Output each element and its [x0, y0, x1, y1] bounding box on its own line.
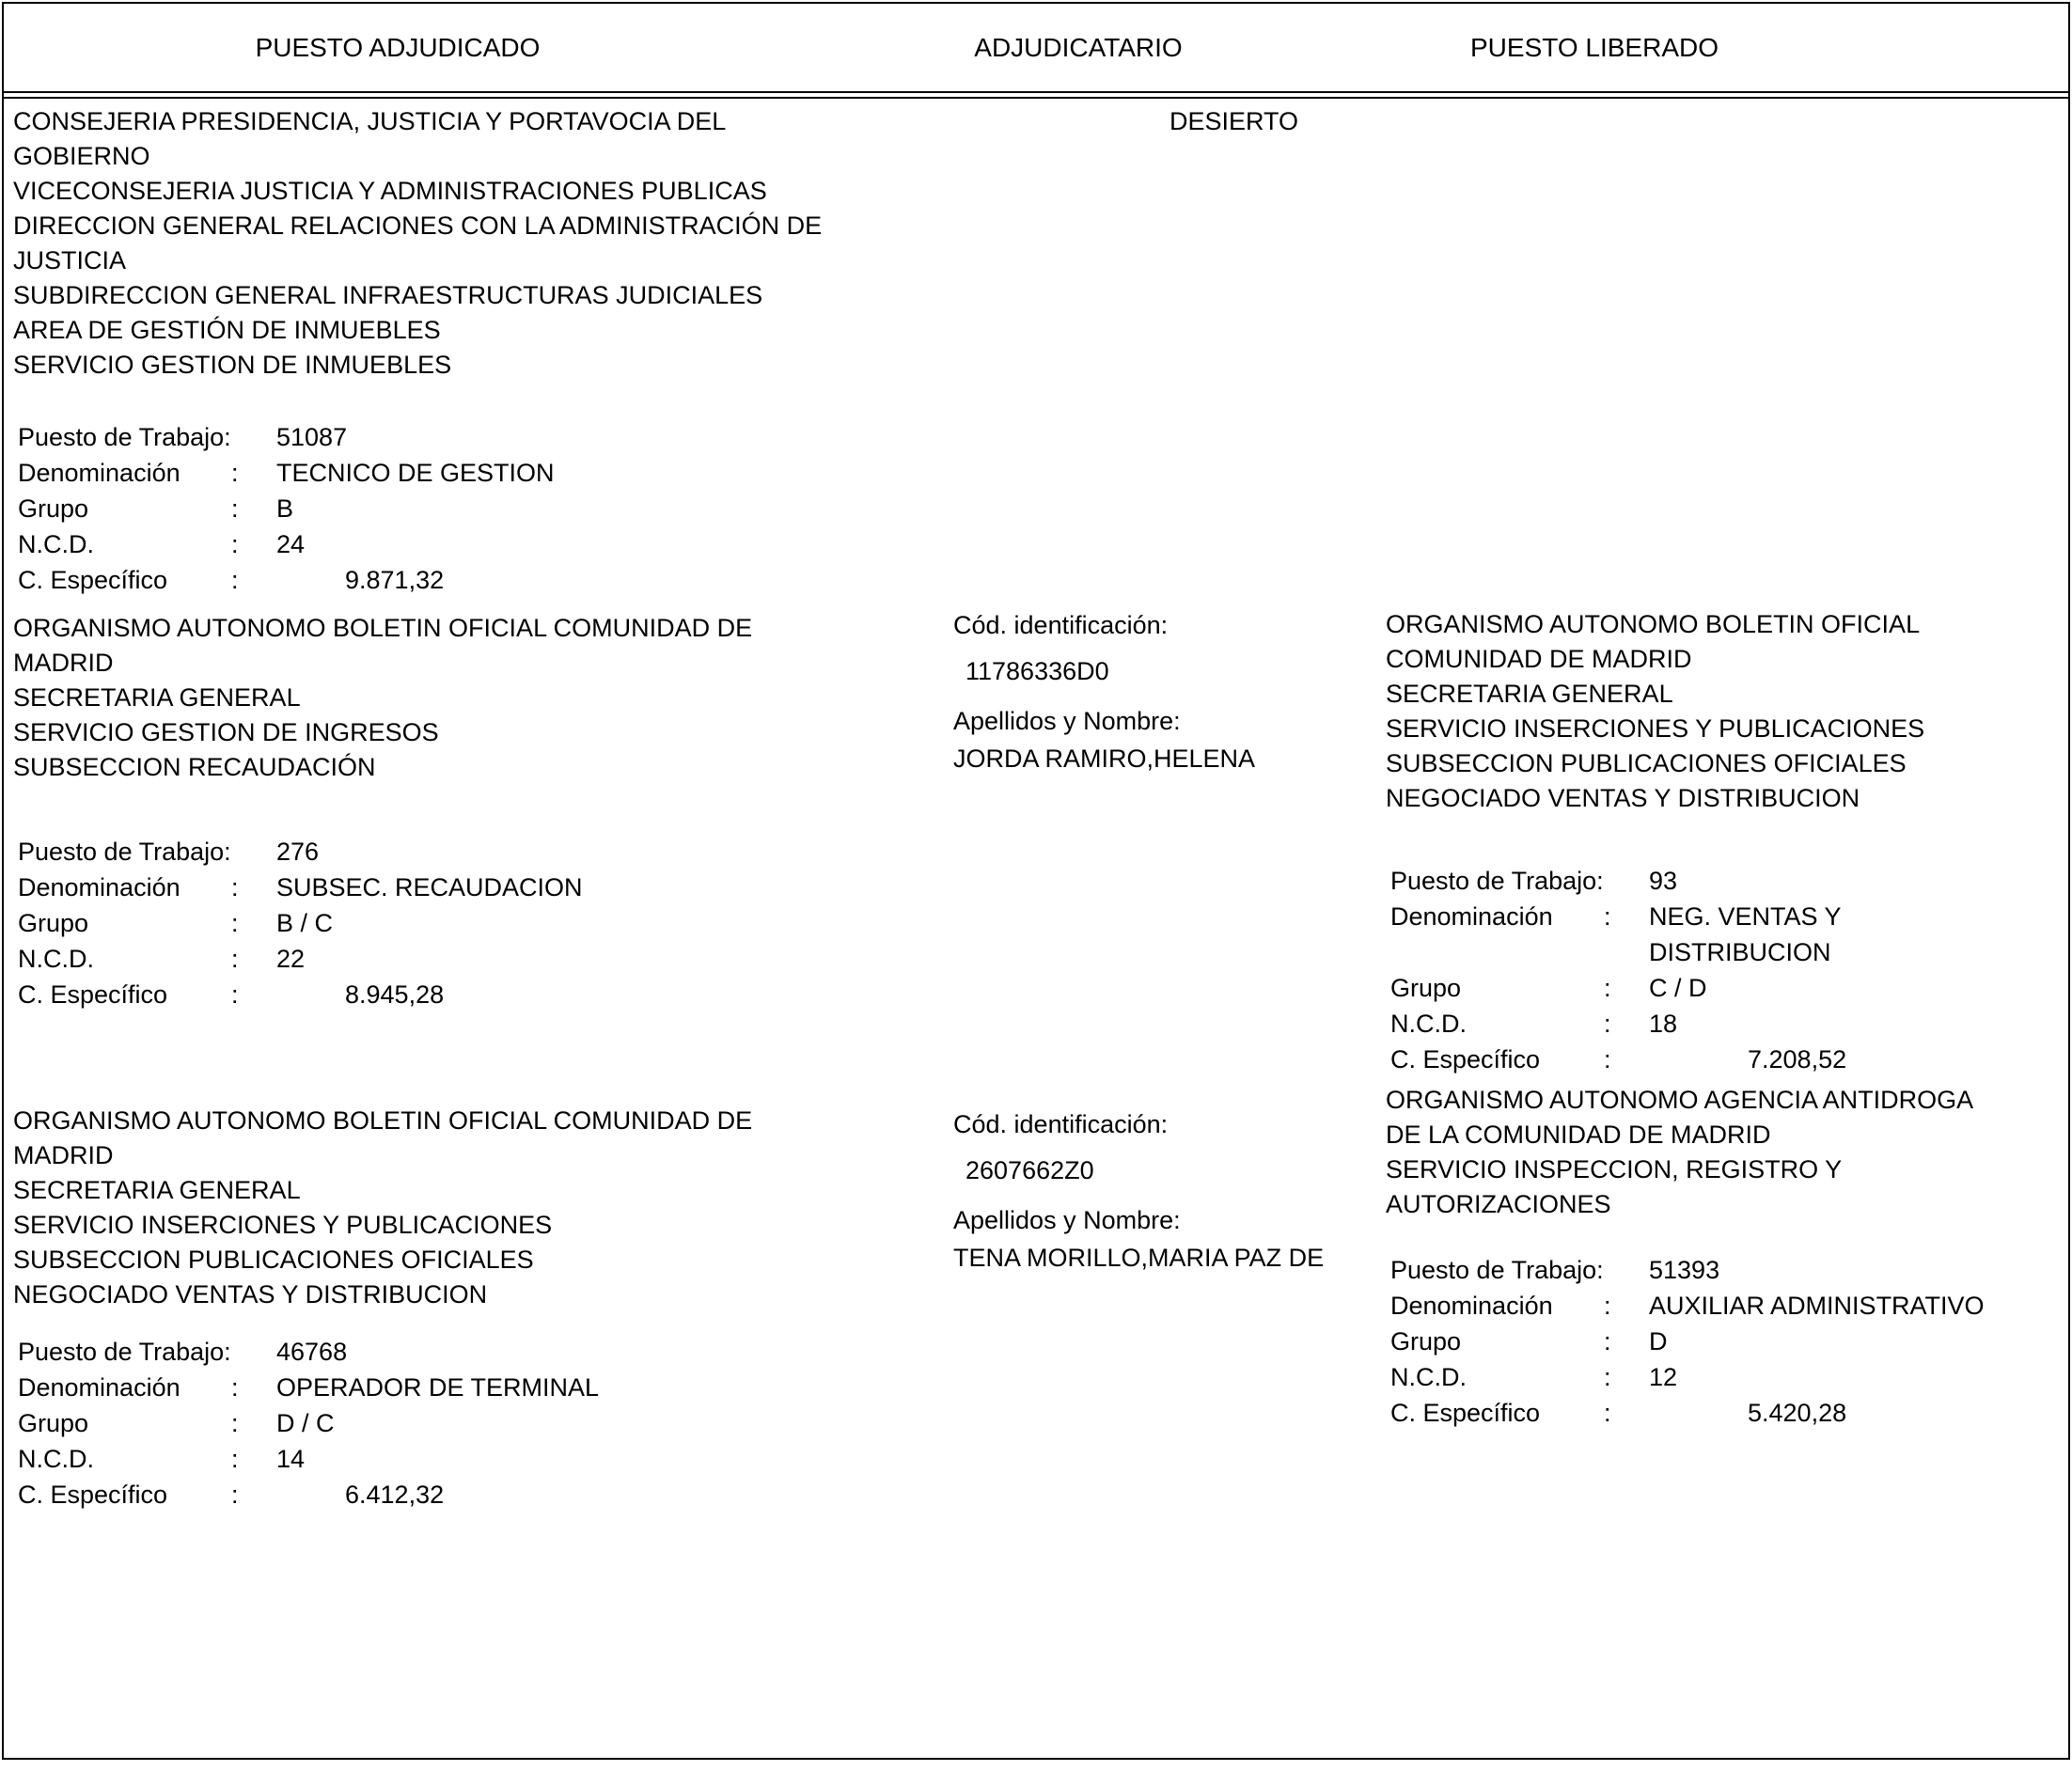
entry2-adjudicado-org-path: ORGANISMO AUTONOMO BOLETIN OFICIAL COMUNIDAD DE MADRID SECRETARIA GENERAL SERVICIO GESTION DE INGRESOS SUBSECCION RECAUDACIÓN [13, 614, 753, 781]
field-label-puesto: Puesto de Trabajo: [18, 423, 231, 451]
detail-row-ncd [1390, 1006, 1846, 1042]
field-colon: : [231, 459, 239, 487]
entry1-adjudicatario-status: DESIERTO [1169, 107, 1299, 135]
entry3-adjudicado-org-path: ORGANISMO AUTONOMO BOLETIN OFICIAL COMUNIDAD DE MADRID SECRETARIA GENERAL SERVICIO INSERCIONES Y PUBLICACIONES SUBSECCION PUBLICACIONES OFICIALES NEGOCIADO VENTAS Y DISTRIBUCION [13, 1106, 753, 1309]
field-colon: : [1604, 1045, 1611, 1074]
field-value-ncd: 12 [1649, 1363, 1678, 1391]
cod-identificacion-label: Cód. identificación: [953, 1110, 1169, 1138]
field-colon: : [1604, 1327, 1611, 1356]
field-label-ncd: N.C.D. [18, 945, 94, 973]
entry1-adjudicado-org-path: CONSEJERIA PRESIDENCIA, JUSTICIA Y PORTAVOCIA DEL GOBIERNO VICECONSEJERIA JUSTICIA Y ADMINISTRACIONES PUBLICAS DIRECCION GENERAL RELACIONES CON LA ADMINISTRACIÓN DE JUSTICIA SUBDIRECCION GENERAL INFRAESTRUCTURAS JUDICIALES AREA DE GESTIÓN DE INMUEBLES SERVICIO GESTION DE INMUEBLES [13, 107, 823, 379]
field-label-puesto: Puesto de Trabajo: [1390, 1256, 1604, 1284]
field-value-ncd: 18 [1649, 1010, 1678, 1038]
field-label-ncd: N.C.D. [1390, 1010, 1467, 1038]
field-label-ncd: N.C.D. [1390, 1363, 1467, 1391]
detail-row-denominacion [18, 1370, 599, 1405]
detail-row-puesto [18, 1334, 599, 1370]
detail-row-grupo [18, 491, 555, 526]
field-label-grupo: Grupo [18, 909, 89, 937]
field-value-ncd: 24 [276, 530, 306, 558]
field-label-grupo: Grupo [18, 494, 89, 523]
field-value-denominacion: NEG. VENTAS Y DISTRIBUCION [1649, 902, 1842, 966]
field-colon: : [231, 909, 239, 937]
cod-identificacion-value: 11786336D0 [965, 657, 1109, 685]
field-label-puesto: Puesto de Trabajo: [18, 838, 231, 866]
table-body [4, 97, 2068, 1758]
apellidos-nombre-value: JORDA RAMIRO,HELENA [953, 744, 1256, 773]
field-colon: : [1604, 1010, 1611, 1038]
field-colon: : [231, 530, 239, 558]
field-colon: : [231, 980, 239, 1009]
field-value-especifico: 6.412,32 [345, 1481, 445, 1509]
entry2-adjudicado-details [18, 834, 583, 1012]
entry2-liberado-org-path: ORGANISMO AUTONOMO BOLETIN OFICIAL COMUNIDAD DE MADRID SECRETARIA GENERAL SERVICIO INSERCIONES Y PUBLICACIONES SUBSECCION PUBLICACIONES OFICIALES NEGOCIADO VENTAS Y DISTRIBUCION [1386, 610, 1925, 812]
field-label-ncd: N.C.D. [18, 530, 94, 558]
field-label-puesto: Puesto de Trabajo: [18, 1338, 231, 1366]
field-label-denominacion: Denominación [1390, 1292, 1553, 1320]
field-colon: : [1604, 974, 1611, 1002]
field-value-ncd: 22 [276, 945, 306, 973]
field-value-denominacion: OPERADOR DE TERMINAL [276, 1373, 600, 1402]
apellidos-nombre-value: TENA MORILLO,MARIA PAZ DE [953, 1244, 1325, 1272]
entry2-adjudicatario [953, 607, 1255, 776]
field-colon: : [1604, 1399, 1611, 1427]
cod-identificacion-value: 2607662Z0 [965, 1156, 1094, 1184]
field-colon: : [231, 1409, 239, 1437]
field-colon: : [231, 1373, 239, 1402]
field-value-especifico: 5.420,28 [1748, 1399, 1847, 1427]
field-value-grupo: D [1649, 1327, 1668, 1356]
detail-row-especifico [1390, 1042, 1846, 1077]
detail-row-grupo [1390, 1324, 1985, 1359]
column-header-puesto-liberado: PUESTO LIBERADO [1469, 33, 1719, 62]
column-header-adjudicatario: ADJUDICATARIO [974, 33, 1183, 62]
field-colon: : [231, 566, 239, 594]
detail-row-puesto [18, 419, 555, 455]
field-value-denominacion: TECNICO DE GESTION [276, 459, 555, 487]
field-colon: : [231, 873, 239, 901]
detail-row-grupo [18, 1405, 599, 1441]
entry3-liberado-org-path: ORGANISMO AUTONOMO AGENCIA ANTIDROGA DE LA COMUNIDAD DE MADRID SERVICIO INSPECCION, REGISTRO Y AUTORIZACIONES [1386, 1086, 1974, 1218]
field-label-especifico: C. Específico [18, 1481, 168, 1509]
field-label-denominacion: Denominación [18, 873, 181, 901]
field-value-puesto: 51393 [1649, 1256, 1720, 1284]
field-value-denominacion: AUXILIAR ADMINISTRATIVO [1649, 1292, 1985, 1320]
field-value-especifico: 8.945,28 [345, 980, 445, 1009]
document-page [2, 2, 2070, 1760]
detail-row-denominacion [1390, 899, 1846, 970]
field-label-grupo: Grupo [1390, 974, 1462, 1002]
apellidos-nombre-label: Apellidos y Nombre: [953, 1206, 1181, 1234]
entry3-liberado-details [1390, 1252, 1985, 1431]
field-colon: : [231, 1481, 239, 1509]
field-value-grupo: C / D [1649, 974, 1707, 1002]
detail-row-ncd [1390, 1359, 1985, 1395]
detail-row-ncd [18, 941, 583, 977]
entry3-adjudicado-details [18, 1334, 599, 1512]
field-label-puesto: Puesto de Trabajo: [1390, 867, 1604, 895]
field-value-puesto: 51087 [276, 423, 348, 451]
detail-row-puesto [18, 834, 583, 870]
field-colon: : [1604, 1292, 1611, 1320]
column-header-puesto-adjudicado: PUESTO ADJUDICADO [255, 33, 541, 62]
field-value-especifico: 9.871,32 [345, 566, 445, 594]
detail-row-ncd [18, 1441, 599, 1477]
detail-row-denominacion [18, 455, 555, 491]
entry1-adjudicado-details [18, 419, 555, 598]
field-value-denominacion: SUBSEC. RECAUDACION [276, 873, 583, 901]
field-value-grupo: B [276, 494, 294, 523]
field-value-puesto: 276 [276, 838, 320, 866]
field-label-denominacion: Denominación [18, 1373, 181, 1402]
entry3-adjudicatario [953, 1106, 1324, 1276]
field-label-especifico: C. Específico [1390, 1045, 1541, 1074]
field-label-ncd: N.C.D. [18, 1445, 94, 1473]
detail-row-denominacion [1390, 1288, 1985, 1324]
detail-row-grupo [1390, 970, 1846, 1006]
field-label-denominacion: Denominación [1390, 902, 1553, 931]
field-value-especifico: 7.208,52 [1748, 1045, 1847, 1074]
field-label-especifico: C. Específico [1390, 1399, 1541, 1427]
detail-row-ncd [18, 526, 555, 562]
field-value-puesto: 46768 [276, 1338, 348, 1366]
field-colon: : [1604, 1363, 1611, 1391]
field-value-ncd: 14 [276, 1445, 306, 1473]
detail-row-denominacion [18, 870, 583, 905]
detail-row-especifico [18, 1477, 599, 1512]
field-colon: : [231, 494, 239, 523]
detail-row-puesto [1390, 1252, 1985, 1288]
detail-row-grupo [18, 905, 583, 941]
table-header [4, 4, 2068, 93]
field-value-grupo: B / C [276, 909, 334, 937]
detail-row-especifico [18, 562, 555, 598]
field-colon: : [231, 1445, 239, 1473]
field-colon: : [231, 945, 239, 973]
detail-row-especifico [18, 977, 583, 1012]
entry2-liberado-details [1390, 863, 1846, 1077]
field-label-especifico: C. Específico [18, 566, 168, 594]
field-value-grupo: D / C [276, 1409, 335, 1437]
detail-row-puesto [1390, 863, 1846, 899]
field-label-grupo: Grupo [18, 1409, 89, 1437]
cod-identificacion-label: Cód. identificación: [953, 611, 1169, 639]
apellidos-nombre-label: Apellidos y Nombre: [953, 707, 1181, 735]
detail-row-especifico [1390, 1395, 1985, 1431]
field-value-puesto: 93 [1649, 867, 1678, 895]
field-label-grupo: Grupo [1390, 1327, 1462, 1356]
field-label-denominacion: Denominación [18, 459, 181, 487]
field-label-especifico: C. Específico [18, 980, 168, 1009]
field-colon: : [1604, 902, 1611, 931]
